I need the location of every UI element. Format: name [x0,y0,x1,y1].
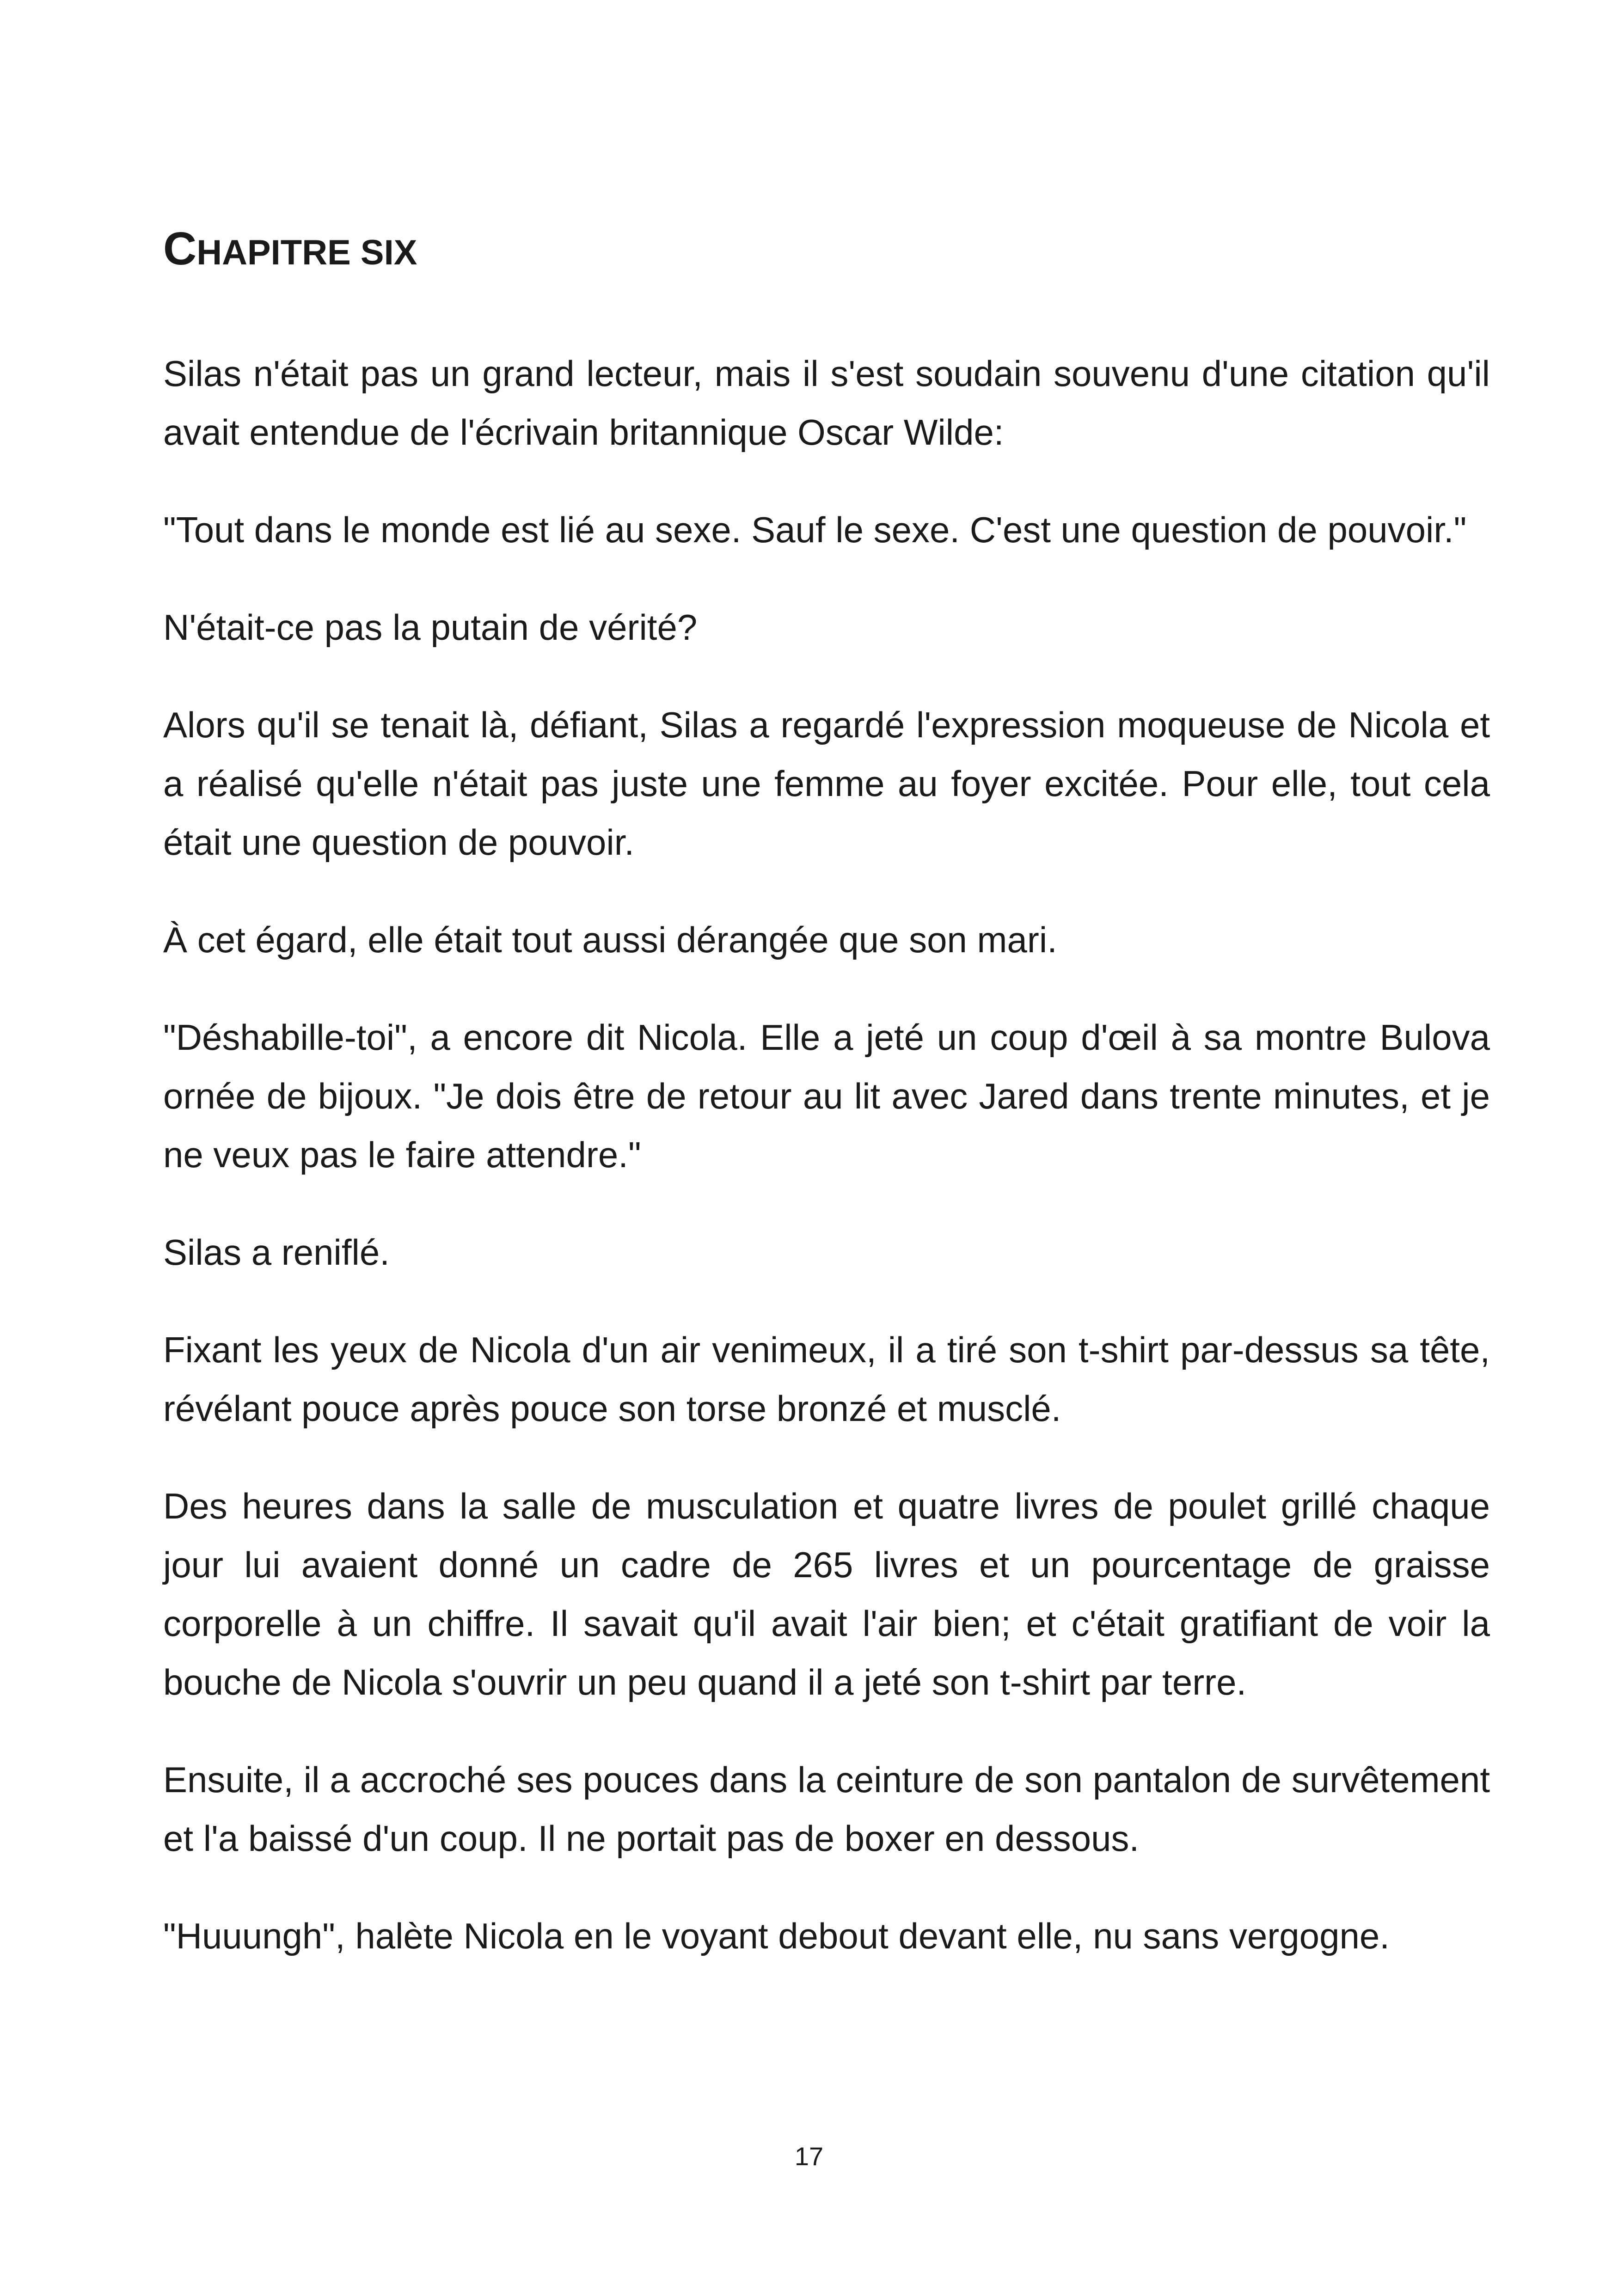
paragraph-5: À cet égard, elle était tout aussi dérangée que son mari. [163,919,1057,960]
paragraph-4: Alors qu'il se tenait là, défiant, Silas a regardé l'expression moqueuse de Nicola et a réalisé qu'elle n'était pas juste une femme au foyer excitée. Pour elle, tout cela était une question de pouvoir. [163,704,1490,863]
paragraph-11: "Huuungh", halète Nicola en le voyant debout devant elle, nu sans vergogne. [163,1916,1390,1956]
paragraph-3: N'était-ce pas la putain de vérité? [163,607,698,648]
chapter-title-initial: C [163,223,197,275]
body-text [163,344,1490,2004]
paragraph-9: Des heures dans la salle de musculation et quatre livres de poulet grillé chaque jour lui avaient donné un cadre de 265 livres et un pourcentage de graisse corporelle à un chiffre. Il savait qu'il avait l'air bien; et c'était gratifiant de voir la bouche de Nicola s'ouvrir un peu quand il a jeté son t-shirt par terre. [163,1486,1490,1702]
chapter-title-rest: HAPITRE SIX [196,233,417,272]
paragraph-6: "Déshabille-toi", a encore dit Nicola. Elle a jeté un coup d'œil à sa montre Bulova ornée de bijoux. "Je dois être de retour au lit avec Jared dans trente minutes, et je ne veux pas le faire attendre." [163,1017,1490,1175]
page-number: 17 [794,2142,824,2171]
paragraph-7: Silas a reniflé. [163,1232,390,1273]
paragraph-1: Silas n'était pas un grand lecteur, mais il s'est soudain souvenu d'une citation qu'il avait entendue de l'écrivain britannique Oscar Wilde: [163,353,1490,453]
paragraph-10: Ensuite, il a accroché ses pouces dans la ceinture de son pantalon de survêtement et l'a baissé d'un coup. Il ne portait pas de boxer en dessous. [163,1759,1490,1859]
paragraph-2: "Tout dans le monde est lié au sexe. Sauf le sexe. C'est une question de pouvoir." [163,509,1467,550]
chapter-title [163,221,417,281]
paragraph-8: Fixant les yeux de Nicola d'un air venimeux, il a tiré son t-shirt par-dessus sa tête, révélant pouce après pouce son torse bronzé et musclé. [163,1329,1490,1429]
